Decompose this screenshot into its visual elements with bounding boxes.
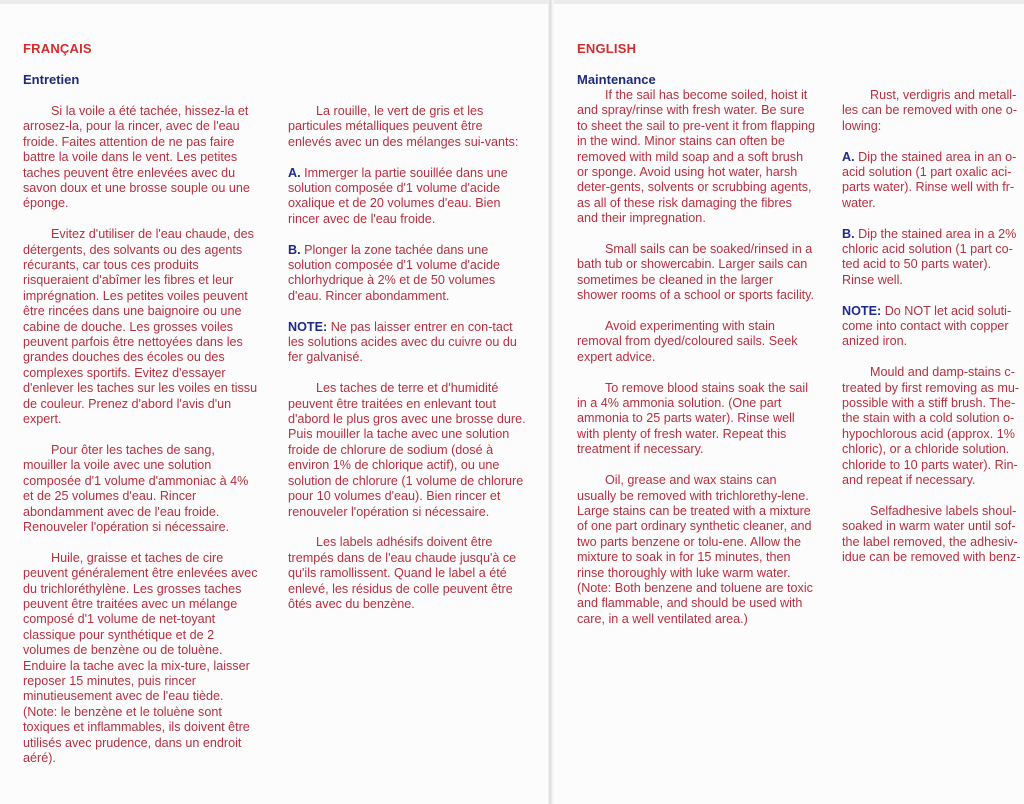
paragraph: Pour ôter les taches de sang, mouiller la voile avec une solution composée d'1 volume d'ammoniac à 4% et de 25 volumes d'eau. Rincer abondamment avec de l'eau froide. Renouveler l'opération si nécessaire. [23, 442, 249, 534]
paragraph-b [842, 227, 1024, 289]
option-b-text: Plonger la zone tachée dans une solution composée d'1 volume d'acide chlorhydrique à 2% et de 50 volumes d'eau. Rincer abondamment. [288, 242, 501, 303]
paragraph: Huile, graisse et taches de cire peuvent généralement être enlevées avec du trichloréthylène. Les grosses taches peuvent être traitées avec un mélange composé d'1 volume de net-toyant classique pour synthétique et de 2 volumes de benzène ou de toluène. Enduire la tache avec la mix-ture, laisser reposer 15 minutes, puis rincer minutieusement avec de l'eau tiède. (Note: le benzène et le toluène sont toxiques et inflammables, ils doivent être utilisés avec prudence, dans un endroit aéré). [23, 550, 258, 766]
paragraph: Selfadhesive labels shoul- soaked in warm water until sof- the label removed, the adhesiv- idue can be removed with benz- [842, 503, 1021, 565]
option-b-label: B. [842, 226, 855, 241]
option-b-text: Dip the stained area in a 2% chloric acid solution (1 part co- ted acid to 50 parts water). Rinse well. [842, 226, 1017, 287]
note-label: NOTE: [288, 319, 328, 334]
paragraph: Rust, verdigris and metall-les can be removed with one o-lowing: [842, 88, 1018, 133]
paragraph: Mould and damp-stains c- treated by first removing as mu- possible with a stiff brush. The- the stain with a cold solution o- hypochlorous acid (approx. 1% chloric), or a chloride solution. chloride to 10 parts water). Rin- and repeat if necessary. [842, 365, 1020, 488]
paragraph-note [288, 320, 526, 366]
option-a-text: Immerger la partie souillée dans une solution composée d'1 volume d'acide oxalique et de 20 volumes d'eau. Bien rincer avec de l'eau froide. [288, 165, 508, 226]
option-b-label: B. [288, 242, 301, 257]
paragraph: Les taches de terre et d'humidité peuvent être traitées en enlevant tout d'abord le plus gros avec une brosse dure. Puis mouiller la tache avec une solution froide de chlorure de sodium (dosé à environ 1% de chlorique actif), ou une solution de chlorure (1 volume de chlorure pour 10 volumes d'eau). Bien rincer et renouveler l'opération si nécessaire. [288, 381, 526, 519]
paragraph-b [288, 243, 526, 305]
paragraph: If the sail has become soiled, hoist it and spray/rinse with fresh water. Be sure to sheet the sail to pre-vent it from flapping in the wind. Minor stains can often be removed with mild soap and a soft brush or sponge. Avoid using hot water, harsh deter-gents, solvents or scrubbing agents, as all of these risk damaging the fibres and their impregnation. [577, 88, 816, 226]
paragraph: Evitez d'utiliser de l'eau chaude, des détergents, des solvants ou des agents récurants, car tous ces produits risqueraient d'abîmer les fibres et leur imprégnation. Les petites voiles peuvent être rincées dans une baignoire ou une cabine de douche. Les grosses voiles peuvent parfois être nettoyées dans les grandes douches des écoles ou des complexes sportifs. Evitez d'essayer d'enlever les taches sur les voiles en tissu de couleur. Prenez d'abord l'avis d'un expert. [23, 227, 258, 427]
paragraph: Les labels adhésifs doivent être trempés dans de l'eau chaude jusqu'à ce qu'ils ramollissent. Quand le label a été enlevé, les résidus de colle peuvent être ôtés avec du benzène. [288, 535, 517, 611]
paragraph: To remove blood stains soak the sail in a 4% ammonia solution. (One part ammonia to 25 parts water). Rinse well with plenty of fresh water. Repeat this treatment if necessary. [577, 380, 809, 457]
english-column-1 [577, 88, 815, 643]
paragraph-a [842, 150, 1024, 212]
page-gutter [548, 0, 554, 804]
paragraph-note [842, 304, 1024, 350]
note-text: Do NOT let acid soluti- come into contact with copper anized iron. [842, 303, 1012, 349]
section-title-french: Entretien [23, 72, 80, 87]
paragraph: Si la voile a été tachée, hissez-la et arrosez-la, pour la rincer, avec de l'eau froide. Faites attention de ne pas faire battre la voile dans le vent. Les petites taches peuvent être enlevées avec du savon doux et une brosse souple ou une éponge. [23, 104, 250, 211]
lang-title-english: ENGLISH [577, 41, 637, 56]
paragraph-a [288, 166, 526, 228]
paragraph: Small sails can be soaked/rinsed in a bath tub or showercabin. Larger sails can sometimes be cleaned in the larger shower rooms of a school or sports facility. [577, 242, 815, 303]
section-title-english: Maintenance [577, 72, 656, 87]
note-text: Ne pas laisser entrer en con-tact les solutions acides avec du cuivre ou du fer galvanisé. [288, 319, 517, 365]
paragraph: La rouille, le vert de gris et les particules métalliques peuvent être enlevés avec un des mélanges sui-vants: [288, 104, 519, 149]
french-column-1 [23, 104, 261, 782]
page-edge [0, 0, 1024, 4]
paragraph: Avoid experimenting with stain removal from dyed/coloured sails. Seek expert advice. [577, 319, 798, 364]
french-column-2 [288, 104, 526, 628]
lang-title-french: FRANÇAIS [23, 41, 92, 56]
option-a-text: Dip the stained area in an o- acid solution (1 part oxalic aci- parts water). Rinse well with fr- water. [842, 149, 1017, 210]
paragraph: Oil, grease and wax stains can usually be removed with trichlorethy-lene. Large stains can be treated with a mixture of one part ordinary synthetic cleaner, and two parts benzene or tolu-ene. Allow the mixture to soak in for 15 minutes, then rinse thoroughly with luke warm water. (Note: Both benzene and toluene are toxic and flammable, and should be used with care, in a well ventilated area.) [577, 473, 813, 626]
option-a-label: A. [842, 149, 855, 164]
note-label: NOTE: [842, 303, 882, 318]
english-column-2 [842, 88, 1024, 568]
option-a-label: A. [288, 165, 301, 180]
